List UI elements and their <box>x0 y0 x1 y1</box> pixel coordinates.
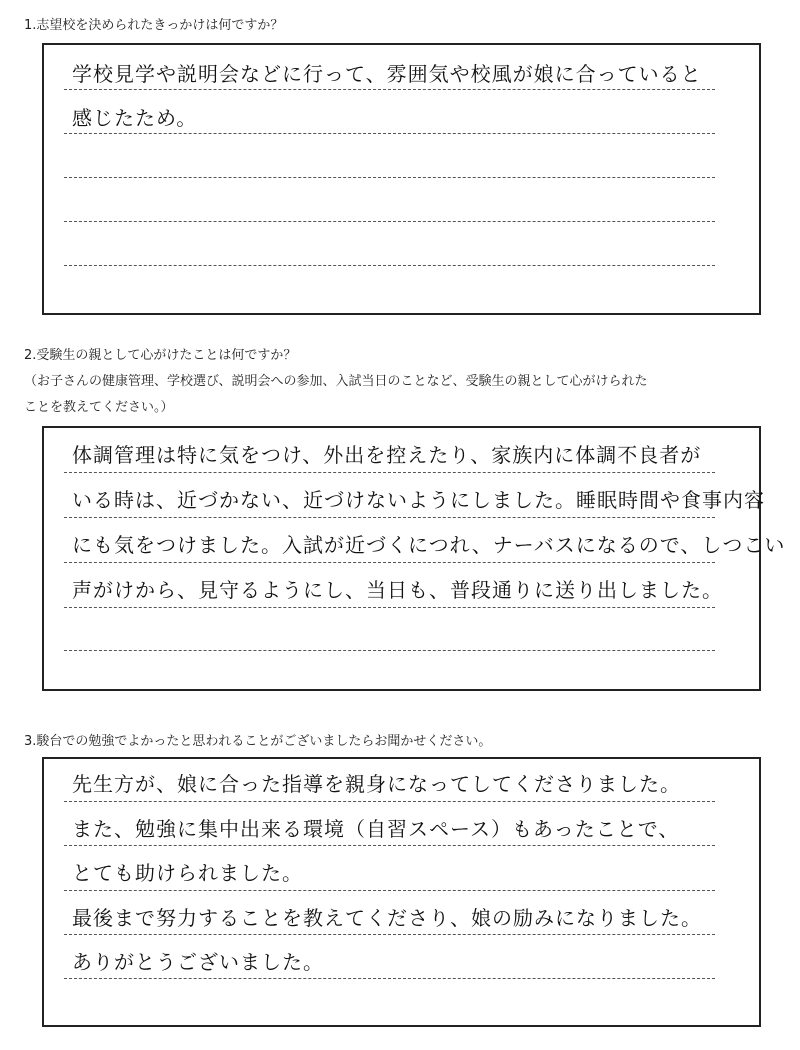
answer-3-line-5: ありがとうございました。 <box>72 950 324 974</box>
ruled-line <box>64 265 715 266</box>
answer-2-line-1: 体調管理は特に気をつけ、外出を控えたり、家族内に体調不良者が <box>72 443 702 467</box>
question-3-title: 3.駿台での勉強でよかったと思われることがございましたらお聞かせください。 <box>24 734 492 749</box>
ruled-line <box>64 934 715 935</box>
ruled-line <box>64 650 715 651</box>
ruled-line <box>64 978 715 979</box>
answer-2-line-2: いる時は、近づかない、近づけないようにしました。睡眠時間や食事内容 <box>72 488 765 512</box>
question-2-note-line-1: （お子さんの健康管理、学校選び、説明会への参加、入試当日のことなど、受験生の親として心がけられた <box>24 374 648 389</box>
question-2-title: 2.受験生の親として心がけたことは何ですか？ <box>24 348 297 363</box>
ruled-line <box>64 890 715 891</box>
answer-3-line-3: とても助けられました。 <box>72 861 303 885</box>
ruled-line <box>64 472 715 473</box>
answer-box-1 <box>42 43 761 315</box>
answer-1-line-1: 学校見学や説明会などに行って、雰囲気や校風が娘に合っていると <box>72 62 702 86</box>
ruled-line <box>64 517 715 518</box>
answer-3-line-1: 先生方が、娘に合った指導を親身になってしてくださりました。 <box>72 772 681 796</box>
ruled-line <box>64 845 715 846</box>
ruled-line <box>64 133 715 134</box>
question-1-title: 1.志望校を決められたきっかけは何ですか？ <box>24 18 284 33</box>
answer-3-line-2: また、勉強に集中出来る環境（自習スペース）もあったことで、 <box>72 817 680 841</box>
ruled-line <box>64 607 715 608</box>
answer-3-line-4: 最後まで努力することを教えてくださり、娘の励みになりました。 <box>72 906 702 930</box>
question-2-note-line-2: ことを教えてください。） <box>24 400 174 415</box>
answer-2-line-3: にも気をつけました。入試が近づくにつれ、ナーバスになるので、しつこい <box>72 533 786 557</box>
answer-box-2 <box>42 426 786 691</box>
answer-2-line-4: 声がけから、見守るようにし、当日も、普段通りに送り出しました。 <box>72 578 723 602</box>
answer-1-line-2: 感じたため。 <box>72 106 198 130</box>
ruled-line <box>64 562 715 563</box>
ruled-line <box>64 177 715 178</box>
answer-box-3 <box>42 757 761 1027</box>
ruled-line <box>64 801 715 802</box>
ruled-line <box>64 221 715 222</box>
ruled-line <box>64 89 715 90</box>
